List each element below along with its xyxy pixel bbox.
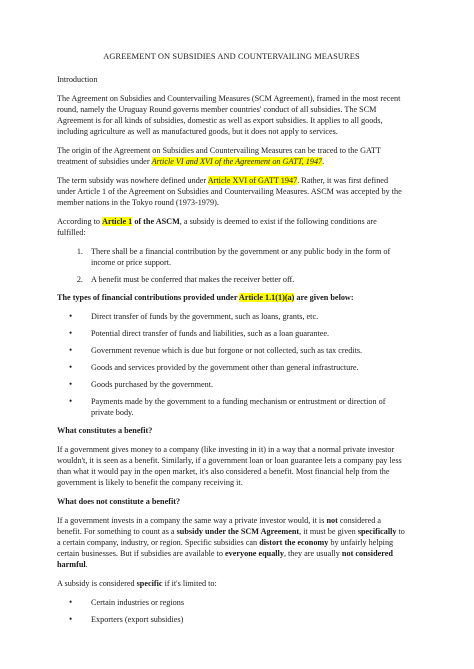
- bold-text: distort the economy: [259, 538, 329, 547]
- highlight-article-1: Article 1: [102, 217, 133, 226]
- list-item: • Goods purchased by the government.: [85, 379, 406, 390]
- bold-text: specific: [136, 579, 163, 588]
- paragraph-article1: [57, 216, 406, 238]
- paragraph-benefit: If a government gives money to a company (like investing in it) in a way that a normal private investor wouldn't, it is seen as a benefit. Similarly, if a government loan or loan guarantee lets a company pay less than what it would pay in the open market, it's also considered a benefit. Most financial help from the government is likely to benefit the company receiving it.: [57, 445, 402, 487]
- list-item: • Certain industries or regions: [85, 597, 406, 608]
- text-run: If a government invests in a company the same way a private investor would, it is: [57, 516, 327, 525]
- highlight-article-1-1-1-a: Article 1.1(1)(a): [238, 293, 295, 302]
- paragraph-definition: [57, 175, 406, 208]
- list-item: • Government revenue which is due but forgone or not collected, such as tax credits.: [85, 345, 406, 356]
- list-item: • Exporters (export subsidies): [85, 614, 406, 625]
- types-heading: [57, 292, 406, 303]
- text-run: .: [85, 560, 88, 569]
- highlight-article-xvi: Article XVI of GATT 1947: [207, 176, 298, 185]
- list-item: • Goods and services provided by the government other than general infrastructure.: [85, 362, 406, 373]
- document-title: AGREEMENT ON SUBSIDIES AND COUNTERVAILING MEASURES: [103, 52, 360, 61]
- conditions-list: [57, 246, 406, 285]
- text-run: , they are usually: [283, 549, 342, 558]
- text-run: considered a benefit. For something to count as a: [57, 516, 382, 536]
- list-item: 1. There shall be a financial contribution by the government or any public body in the form of income or price support.: [85, 246, 406, 268]
- paragraph-origin: [57, 145, 406, 167]
- text-run: A subsidy is considered: [57, 579, 137, 588]
- definition-text: The term subsidy was nowhere defined under: [57, 176, 208, 185]
- types-heading-end: are given below:: [294, 293, 354, 302]
- text-run: by unfairly helping certain businesses. But if subsidies are available to: [57, 538, 394, 558]
- paragraph-scm-overview: The Agreement on Subsidies and Countervailing Measures (SCM Agreement), framed in the most recent round, namely the Uruguay Round governs member countries' conduct of all subsidies. The SCM Agreement is for all kinds of subsidies, domestic as well as export subsidies. It applies to all goods, including agriculture as well as manufactured goods, but it does not apply to services.: [57, 94, 401, 136]
- article1-lead: According to: [57, 217, 103, 226]
- list-item: • Potential direct transfer of funds and liabilities, such as a loan guarantee.: [85, 328, 406, 339]
- bold-text: subsidy under the SCM Agreement: [176, 527, 300, 536]
- article1-rest: , a subsidy is deemed to exist if the following conditions are fulfilled:: [57, 217, 377, 237]
- origin-text-end: .: [322, 157, 325, 166]
- list-item: • Direct transfer of funds by the government, such as loans, grants, etc.: [85, 311, 406, 322]
- not-benefit-heading: What does not constitute a benefit?: [57, 497, 181, 506]
- list-item: • Payments made by the government to a funding mechanism or entrustment or direction of private body.: [85, 396, 406, 418]
- paragraph-not-benefit: [57, 515, 406, 570]
- list-item: 2. A benefit must be conferred that makes the receiver better off.: [85, 274, 406, 285]
- bold-text: not: [326, 516, 338, 525]
- intro-heading: Introduction: [57, 75, 98, 84]
- highlight-gatt-articles: Article VI and XVI of the Agreement on GATT, 1947: [151, 157, 323, 166]
- types-heading-lead: The types of financial contributions provided under: [57, 293, 239, 302]
- origin-text: The origin of the Agreement on Subsidies and Countervailing Measures can be traced to the GATT treatment of subsidies under: [57, 146, 381, 166]
- bold-text: not considered harmful: [57, 549, 393, 569]
- benefit-heading: What constitutes a benefit?: [57, 426, 153, 435]
- article1-ascm: of the ASCM: [132, 217, 180, 226]
- text-run: to a certain company, industry, or region. Specific subsidies can: [57, 527, 405, 547]
- bold-text: everyone equally: [225, 549, 284, 558]
- bold-text: specifically: [357, 527, 397, 536]
- paragraph-specific: [57, 578, 406, 589]
- specificity-list: [57, 597, 406, 625]
- definition-text-end: . Rather, it was first defined under Article 1 of the Agreement on Subsidies and Countervailing Measures. ASCM was accepted by the member nations in the Tokyo round (1973-1979).: [57, 176, 402, 207]
- text-run: , it must be given: [299, 527, 358, 536]
- contribution-types-list: [57, 311, 406, 418]
- text-run: if it's limited to:: [162, 579, 217, 588]
